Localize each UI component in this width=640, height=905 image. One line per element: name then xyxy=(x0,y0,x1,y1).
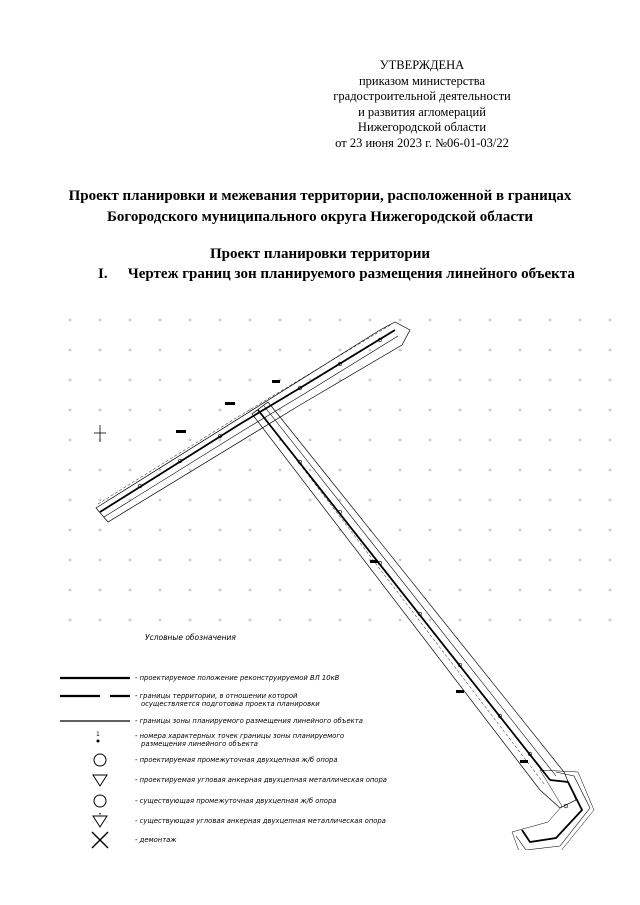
drawing-number: I. xyxy=(98,266,108,282)
legend-item-text: - проектируемая промежуточная двухцепная ж/б опора xyxy=(135,756,338,764)
approval-line: Нижегородской области xyxy=(357,120,487,134)
north-mark-icon xyxy=(94,425,106,442)
drawing-title xyxy=(98,266,575,283)
approval-line: от 23 июня 2023 г. №06-01-03/22 xyxy=(335,135,509,150)
approval-block xyxy=(292,58,552,151)
legend-title: Условные обозначения xyxy=(145,633,236,642)
document-title-line1: Проект планировки и межевания территории, расположенной в границах xyxy=(68,188,572,204)
circle-icon xyxy=(60,793,140,815)
legend-item xyxy=(60,772,620,794)
dash-line-symbol xyxy=(60,688,140,710)
triangle-icon xyxy=(60,772,140,794)
legend-item xyxy=(60,752,620,774)
legend-item-text: - проектируемое положение реконструируемой ВЛ 10кВ xyxy=(135,674,340,682)
circle-icon xyxy=(60,752,140,774)
approval-line: и развития агломераций xyxy=(358,104,486,119)
section-title: Проект планировки территории xyxy=(209,246,431,262)
legend-item-text: - существующая угловая анкерная двухцепная металлическая опора xyxy=(135,817,386,825)
legend-item-text: - номера характерных точек границы зоны планируемого размещения линейного объекта xyxy=(135,732,345,748)
document-title-line2: Богородского муниципального округа Нижегородской области xyxy=(106,209,534,225)
approval-line: градостроительной деятельности xyxy=(333,89,511,103)
svg-text:1: 1 xyxy=(96,731,100,738)
point-marker-icon xyxy=(60,728,140,750)
legend-item-text: - границы зоны планируемого размещения линейного объекта xyxy=(135,717,363,725)
document-title xyxy=(40,186,600,228)
upper-corridor xyxy=(96,322,410,522)
legend-item-text: - проектируемая угловая анкерная двухцепная металлическая опора xyxy=(135,776,387,784)
cross-icon xyxy=(60,830,140,852)
legend-item xyxy=(60,793,620,815)
legend-item-text: - существующая промежуточная двухцепная ж/б опора xyxy=(135,797,337,805)
legend-item xyxy=(60,728,620,750)
legend-item xyxy=(60,830,620,852)
drawing-title-text: Чертеж границ зон планируемого размещения линейного объекта xyxy=(127,266,575,282)
approval-line: приказом министерства xyxy=(358,73,486,88)
legend-item-text: - демонтаж xyxy=(135,836,177,844)
legend-item-text: - границы территории, в отношении которой осуществляется подготовка проекта планировки xyxy=(135,692,320,708)
legend-item xyxy=(60,688,620,710)
approval-line: УТВЕРЖДЕНА xyxy=(379,58,465,72)
